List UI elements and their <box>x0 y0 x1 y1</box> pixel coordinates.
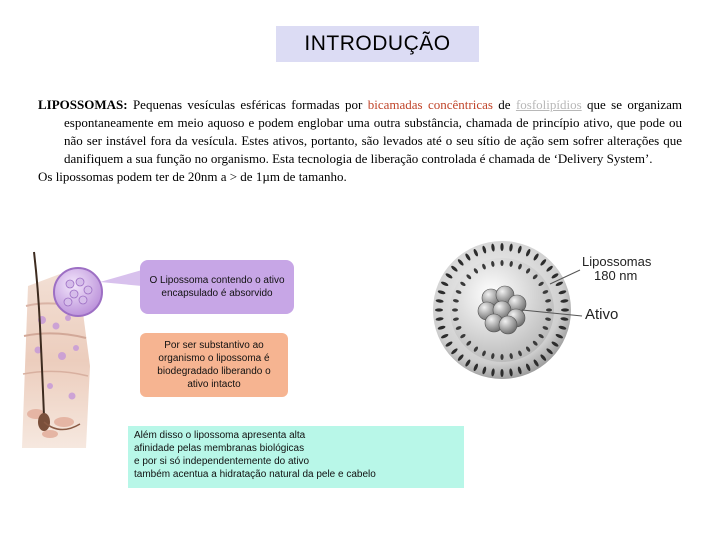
highlight-text: bicamadas concêntricas <box>367 97 493 112</box>
active-core-sphere <box>499 316 517 334</box>
affinity-line: e por si só independentemente do ativo <box>134 456 310 467</box>
callout-absorbed-text: O Lipossoma contendo o ativo encapsulado é absorvido <box>149 275 285 299</box>
affinity-line: afinidade pelas membranas biológicas <box>134 443 305 454</box>
page-title: INTRODUÇÃO <box>304 32 451 55</box>
lipid-mark <box>500 369 503 377</box>
lipid-mark <box>500 260 503 266</box>
term-label: LIPOSSOMAS: <box>38 97 128 112</box>
skin-illustration <box>20 246 160 448</box>
liposome-size-label: 180 nm <box>594 268 638 283</box>
callout-affinity <box>128 426 464 488</box>
lipid-mark <box>452 308 458 311</box>
callout-degraded <box>140 333 288 397</box>
lipid-mark <box>500 243 503 251</box>
text-c: que se organizam espontaneamente em meio aquoso e podem englobar uma outra substância, chamada de princípio ativo, que pode ou não ser instável fora da vesícula. Estes ativos, portanto, são levados até o seu sítio de ação sem sofrer alterações que danifiquem a sua função no organismo. Esta tecnologia de liberação controlada é chamada de ‘Delivery System’. <box>64 97 683 166</box>
text-a: Pequenas vesículas esféricas formadas por <box>127 97 368 112</box>
lipid-mark <box>561 308 569 311</box>
lipid-mark <box>435 308 443 311</box>
definition-paragraph <box>38 96 682 168</box>
text-b: de <box>492 97 516 112</box>
callout-degraded-text: Por ser substantivo ao organismo o lipossoma é biodegradado liberando o ativo intacto <box>157 340 271 390</box>
liposome-name-label: Lipossomas <box>582 254 652 269</box>
lipid-mark <box>500 354 503 360</box>
lipid-mark <box>546 308 552 311</box>
phospholipid-link[interactable]: fosfolipídios <box>515 97 582 112</box>
affinity-line: Além disso o lipossoma apresenta alta <box>134 430 306 441</box>
affinity-line: também acentua a hidratação natural da pele e cabelo <box>134 469 376 480</box>
active-label: Ativo <box>585 306 619 323</box>
callout-absorbed <box>140 260 294 314</box>
title-box <box>276 26 479 62</box>
intro-text <box>38 96 682 186</box>
size-note: Os lipossomas podem ter de 20nm a > de 1µm de tamanho. <box>38 169 347 184</box>
